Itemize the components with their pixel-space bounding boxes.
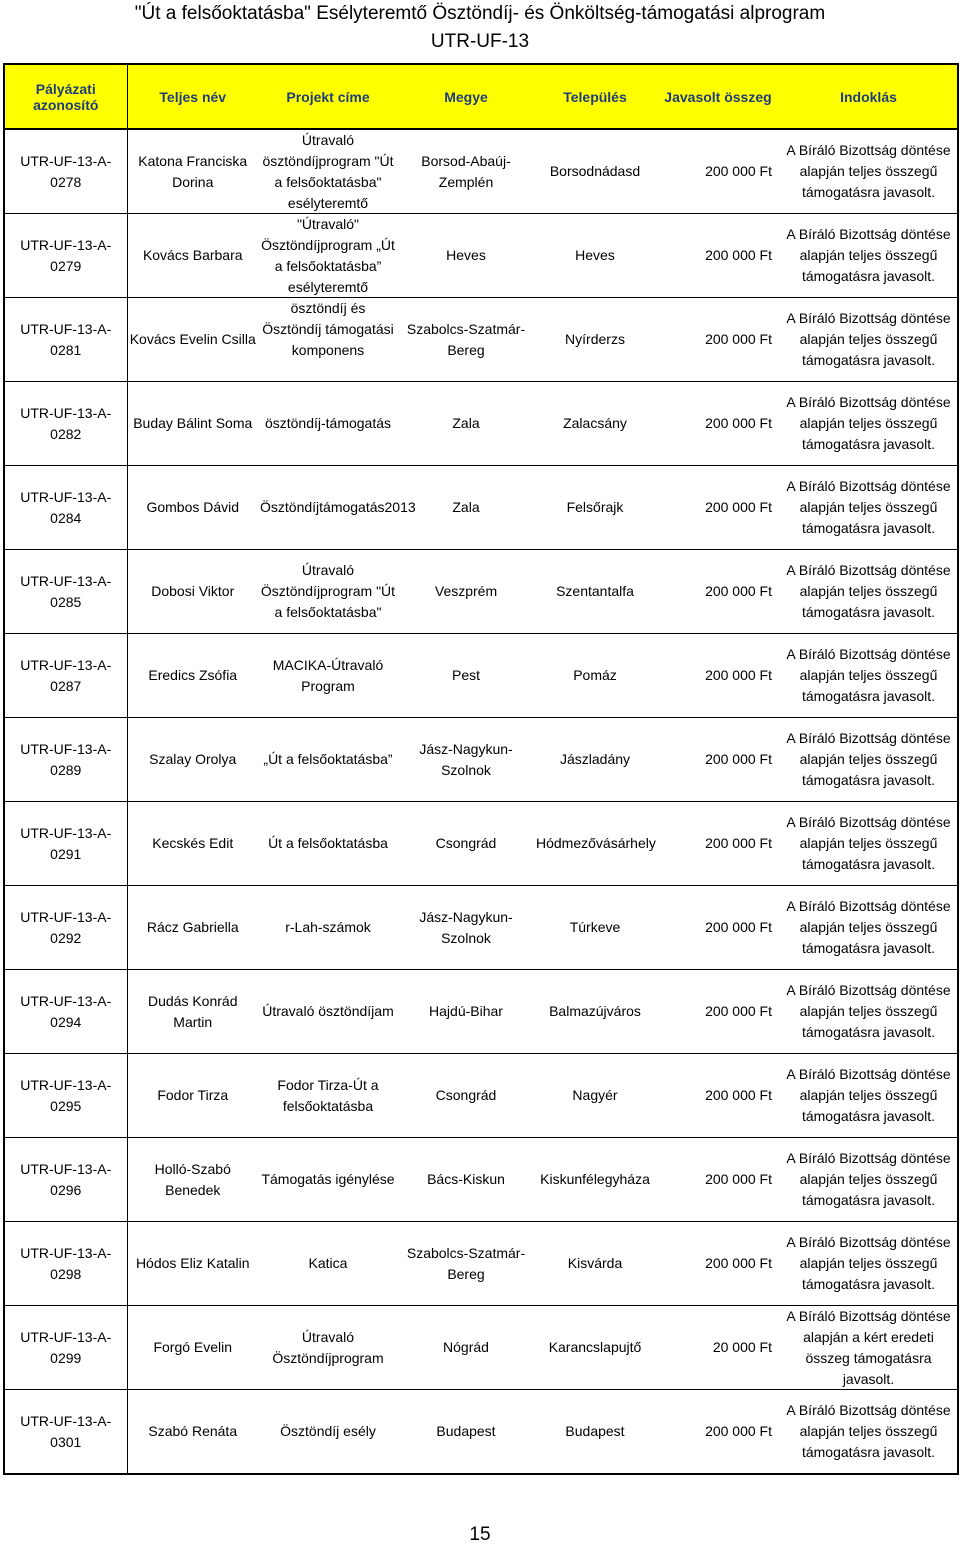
cell-project (258, 1390, 398, 1475)
cell-county-text: Budapest (436, 1423, 496, 1439)
cell-town (534, 718, 656, 802)
cell-id (4, 466, 127, 550)
cell-reason-text: A Bíráló Bizottság döntése alapján teljes összegű támogatásra javasolt. (786, 1066, 951, 1124)
table-row (4, 298, 958, 382)
cell-reason-text: A Bíráló Bizottság döntése alapján teljes összegű támogatásra javasolt. (786, 394, 951, 452)
cell-reason-text: A Bíráló Bizottság döntése alapján teljes összegű támogatásra javasolt. (786, 478, 951, 536)
cell-town-text: Felsőrajk (566, 499, 624, 515)
cell-id-text: UTR-UF-13-A-0299 (20, 1328, 112, 1366)
cell-name (127, 970, 258, 1054)
table-row (4, 1138, 958, 1222)
cell-amount-text: 200 000 Ft (705, 1087, 772, 1103)
cell-id-text: UTR-UF-13-A-0278 (20, 152, 112, 190)
cell-reason (780, 718, 958, 802)
cell-project (258, 214, 398, 316)
cell-project-text: Útravaló ösztöndíjam (262, 1003, 394, 1019)
header-id: Pályázati azonosító (4, 64, 127, 129)
cell-amount-text: 200 000 Ft (705, 1423, 772, 1439)
cell-town-text: Túrkeve (569, 919, 621, 935)
document-title: "Út a felsőoktatásba" Esélyteremtő Ösztöndíj- és Önköltség-támogatási alprogram (134, 3, 826, 24)
cell-county-text: Jász-Nagykun-Szolnok (419, 908, 513, 946)
cell-name (127, 129, 258, 214)
cell-amount-text: 200 000 Ft (705, 1255, 772, 1271)
cell-project-text: Út a felsőoktatásba (268, 835, 388, 851)
table-row (4, 1390, 958, 1475)
cell-reason (780, 214, 958, 298)
cell-town-text: Balmazújváros (549, 1003, 641, 1019)
cell-id (4, 298, 127, 382)
cell-county-text: Veszprém (434, 583, 498, 599)
cell-project-text: r-Lah-számok (285, 919, 371, 935)
cell-amount (656, 1138, 780, 1222)
table-row (4, 718, 958, 802)
cell-amount (656, 802, 780, 886)
cell-amount-text: 200 000 Ft (705, 247, 772, 263)
cell-name-text: Szalay Orolya (149, 751, 237, 767)
cell-town (534, 802, 656, 886)
cell-amount (656, 382, 780, 466)
cell-reason-text: A Bíráló Bizottság döntése alapján teljes összegű támogatásra javasolt. (786, 898, 951, 956)
table-row (4, 382, 958, 466)
cell-project-text: Ösztöndíj esély (280, 1423, 376, 1439)
cell-reason (780, 886, 958, 970)
cell-town-text: Zalacsány (563, 415, 627, 431)
cell-county-text: Bács-Kiskun (427, 1171, 505, 1187)
cell-name-text: Rácz Gabriella (146, 919, 239, 935)
cell-town (534, 1138, 656, 1222)
cell-county (398, 382, 534, 466)
cell-id (4, 718, 127, 802)
cell-reason (780, 550, 958, 634)
table-row (4, 970, 958, 1054)
cell-reason-text: A Bíráló Bizottság döntése alapján teljes összegű támogatásra javasolt. (786, 982, 951, 1040)
cell-county-text: Borsod-Abaúj-Zemplén (421, 152, 511, 190)
header-amount: Javasolt összeg (656, 64, 780, 129)
cell-id (4, 970, 127, 1054)
header-project: Projekt címe (258, 64, 398, 129)
cell-county (398, 634, 534, 718)
cell-town-text: Nyírderzs (565, 331, 625, 347)
cell-county (398, 214, 534, 298)
cell-project (258, 802, 398, 886)
cell-name (127, 214, 258, 298)
cell-amount (656, 970, 780, 1054)
cell-town (534, 1054, 656, 1138)
cell-county (398, 550, 534, 634)
cell-name (127, 382, 258, 466)
cell-amount (656, 718, 780, 802)
cell-project-text: Útravaló Ösztöndíjprogram "Út a felsőoktatásba" (260, 562, 396, 620)
cell-town-text: Heves (575, 247, 615, 263)
cell-county (398, 298, 534, 382)
cell-project (258, 550, 398, 634)
cell-county (398, 1054, 534, 1138)
cell-amount (656, 886, 780, 970)
cell-name (127, 1306, 258, 1390)
cell-project (258, 1138, 398, 1222)
cell-name (127, 1390, 258, 1475)
cell-county (398, 1390, 534, 1475)
cell-amount-text: 200 000 Ft (705, 583, 772, 599)
cell-amount-text: 200 000 Ft (705, 163, 772, 179)
cell-amount (656, 634, 780, 718)
header-county: Megye (398, 64, 534, 129)
cell-reason (780, 129, 958, 214)
cell-town-text: Kiskunfélegyháza (540, 1171, 650, 1187)
cell-county-text: Nógrád (443, 1339, 489, 1355)
table-row (4, 886, 958, 970)
cell-name (127, 1054, 258, 1138)
cell-amount-text: 200 000 Ft (705, 667, 772, 683)
cell-id (4, 1306, 127, 1390)
cell-town-text: Karancslapujtő (548, 1339, 642, 1355)
cell-id (4, 550, 127, 634)
cell-reason-text: A Bíráló Bizottság döntése alapján teljes összegű támogatásra javasolt. (786, 142, 951, 200)
cell-town-text: Nagyér (572, 1087, 618, 1103)
cell-id (4, 802, 127, 886)
cell-id (4, 634, 127, 718)
cell-id-text: UTR-UF-13-A-0281 (20, 320, 112, 358)
cell-town (534, 886, 656, 970)
header-town: Település (534, 64, 656, 129)
cell-project-text: Katica (308, 1255, 348, 1271)
table-row (4, 634, 958, 718)
cell-reason-text: A Bíráló Bizottság döntése alapján teljes összegű támogatásra javasolt. (786, 814, 951, 872)
cell-amount-text: 200 000 Ft (705, 835, 772, 851)
cell-id (4, 1054, 127, 1138)
cell-amount (656, 1054, 780, 1138)
cell-town (534, 1222, 656, 1306)
cell-county (398, 886, 534, 970)
cell-name (127, 634, 258, 718)
cell-id (4, 1222, 127, 1306)
cell-reason-text: A Bíráló Bizottság döntése alapján teljes összegű támogatásra javasolt. (786, 226, 951, 284)
cell-name (127, 1222, 258, 1306)
cell-reason (780, 466, 958, 550)
cell-county (398, 1222, 534, 1306)
cell-amount-text: 200 000 Ft (705, 1003, 772, 1019)
cell-reason (780, 1390, 958, 1475)
cell-amount (656, 550, 780, 634)
cell-town-text: Budapest (565, 1423, 625, 1439)
cell-project-text: Támogatás igénylése (261, 1171, 395, 1187)
cell-county-text: Csongrád (435, 1087, 497, 1103)
cell-project-text: Ösztöndíjtámogatás2013 (260, 499, 416, 515)
cell-project (258, 466, 416, 550)
cell-reason (780, 1138, 958, 1222)
cell-town (534, 298, 656, 382)
results-table (3, 63, 959, 1475)
cell-amount-text: 200 000 Ft (705, 331, 772, 347)
cell-amount (656, 1390, 780, 1475)
cell-reason (780, 298, 958, 382)
table-row (4, 466, 958, 550)
cell-name-text: Kecskés Edit (152, 835, 234, 851)
cell-reason-text: A Bíráló Bizottság döntése alapján teljes összegű támogatásra javasolt. (786, 310, 951, 368)
document-subtitle: UTR-UF-13 (430, 31, 530, 52)
cell-id-text: UTR-UF-13-A-0295 (20, 1076, 112, 1114)
cell-amount (656, 129, 780, 214)
cell-county-text: Pest (451, 667, 480, 683)
cell-county (398, 1306, 534, 1390)
cell-county (398, 970, 534, 1054)
cell-name (127, 718, 258, 802)
cell-amount (656, 298, 780, 382)
table-row (4, 1306, 958, 1390)
cell-county (398, 718, 534, 802)
cell-id-text: UTR-UF-13-A-0296 (20, 1160, 112, 1198)
cell-county-text: Szabolcs-Szatmár-Bereg (406, 320, 526, 358)
cell-town (534, 1306, 656, 1390)
cell-reason-text: A Bíráló Bizottság döntése alapján teljes összegű támogatásra javasolt. (786, 562, 951, 620)
cell-amount (656, 466, 780, 550)
cell-amount-text: 200 000 Ft (705, 751, 772, 767)
cell-name-text: Dudás Konrád Martin (147, 992, 238, 1030)
cell-reason-text: A Bíráló Bizottság döntése alapján teljes összegű támogatásra javasolt. (786, 730, 951, 788)
cell-county-text: Szabolcs-Szatmár-Bereg (406, 1244, 526, 1282)
cell-name-text: Dobosi Viktor (151, 583, 235, 599)
cell-town-text: Pomáz (573, 667, 617, 683)
cell-county-text: Csongrád (435, 835, 497, 851)
cell-id-text: UTR-UF-13-A-0291 (20, 824, 112, 862)
cell-id (4, 1390, 127, 1475)
cell-reason-text: A Bíráló Bizottság döntése alapján teljes összegű támogatásra javasolt. (786, 1150, 951, 1208)
cell-project-text: MACIKA-Útravaló Program (272, 656, 384, 694)
cell-name-text: Kovács Barbara (142, 247, 243, 263)
cell-town (534, 970, 656, 1054)
table-row (4, 550, 958, 634)
header-reason: Indoklás (780, 64, 958, 129)
cell-county (398, 1138, 534, 1222)
cell-project-text: Útravaló ösztöndíjprogram "Út a felsőoktatásba" esélyteremtő (262, 132, 394, 211)
cell-id (4, 886, 127, 970)
table-row (4, 129, 958, 214)
cell-name (127, 1138, 258, 1222)
page-number: 15 (469, 1524, 491, 1545)
cell-reason (780, 382, 958, 466)
cell-town-text: Jászladány (559, 751, 631, 767)
cell-id-text: UTR-UF-13-A-0289 (20, 740, 112, 778)
cell-town (534, 382, 656, 466)
cell-reason (780, 1222, 958, 1306)
table-row (4, 802, 958, 886)
cell-amount (656, 1306, 780, 1390)
cell-name-text: Fodor Tirza (157, 1087, 229, 1103)
cell-county (398, 466, 534, 550)
cell-name-text: Kovács Evelin Csilla (129, 331, 256, 347)
cell-county-text: Jász-Nagykun-Szolnok (419, 740, 513, 778)
cell-county (398, 802, 534, 886)
cell-reason (780, 1054, 958, 1138)
cell-project-text: Ösztöndíj támogatási komponens (262, 320, 394, 358)
cell-name-text: Gombos Dávid (146, 499, 240, 515)
cell-project-text: „Út a felsőoktatásba” (263, 751, 393, 767)
cell-town (534, 129, 656, 214)
cell-id (4, 382, 127, 466)
cell-amount-text: 200 000 Ft (705, 919, 772, 935)
cell-amount-text: 200 000 Ft (705, 415, 772, 431)
cell-project (258, 1222, 398, 1306)
cell-id (4, 1138, 127, 1222)
cell-id-text: UTR-UF-13-A-0287 (20, 656, 112, 694)
cell-town-text: Borsodnádasd (549, 163, 641, 179)
cell-name-text: Eredics Zsófia (148, 667, 238, 683)
cell-name (127, 466, 258, 550)
cell-id-text: UTR-UF-13-A-0285 (20, 572, 112, 610)
cell-county (398, 129, 534, 214)
cell-project (258, 1054, 398, 1138)
table-row (4, 1222, 958, 1306)
cell-county-text: Zala (452, 415, 480, 431)
cell-id-text: UTR-UF-13-A-0294 (20, 992, 112, 1030)
cell-reason (780, 1306, 958, 1390)
cell-name-text: Hódos Eliz Katalin (135, 1255, 250, 1271)
cell-name-text: Katona Franciska Dorina (138, 152, 248, 190)
cell-id-text: UTR-UF-13-A-0279 (20, 236, 112, 274)
cell-name (127, 802, 258, 886)
cell-project (258, 634, 398, 718)
table-row (4, 214, 958, 298)
cell-project (258, 1306, 398, 1390)
header-name: Teljes név (127, 64, 258, 129)
cell-county-text: Zala (452, 499, 480, 515)
cell-project-text: Útravaló Ösztöndíjprogram (272, 1328, 384, 1366)
cell-name (127, 550, 258, 634)
cell-id-text: UTR-UF-13-A-0282 (20, 404, 112, 442)
cell-id-text: UTR-UF-13-A-0284 (20, 488, 112, 526)
cell-reason-text: A Bíráló Bizottság döntése alapján a kért eredeti összeg támogatásra javasolt. (786, 1308, 951, 1387)
cell-project (258, 886, 398, 970)
table-row (4, 1054, 958, 1138)
cell-reason (780, 970, 958, 1054)
cell-reason (780, 634, 958, 718)
cell-project (258, 382, 398, 466)
cell-id-text: UTR-UF-13-A-0298 (20, 1244, 112, 1282)
cell-project-text: Fodor Tirza-Út a felsőoktatásba (277, 1076, 379, 1114)
cell-reason-text: A Bíráló Bizottság döntése alapján teljes összegű támogatásra javasolt. (786, 1234, 951, 1292)
cell-amount (656, 1222, 780, 1306)
cell-project (258, 970, 398, 1054)
cell-amount-text: 200 000 Ft (705, 1171, 772, 1187)
cell-amount-text: 20 000 Ft (712, 1339, 772, 1355)
cell-town-text: Hódmezővásárhely (536, 835, 656, 851)
cell-id-text: UTR-UF-13-A-0292 (20, 908, 112, 946)
cell-town (534, 214, 656, 298)
cell-id (4, 129, 127, 214)
cell-town (534, 466, 656, 550)
cell-county-text: Hajdú-Bihar (429, 1003, 503, 1019)
cell-reason-text: A Bíráló Bizottság döntése alapján teljes összegű támogatásra javasolt. (786, 646, 951, 704)
cell-name (127, 886, 258, 970)
cell-name (127, 298, 258, 382)
cell-reason-text: A Bíráló Bizottság döntése alapján teljes összegű támogatásra javasolt. (786, 1402, 951, 1460)
table-header-row (4, 64, 958, 129)
cell-town (534, 1390, 656, 1475)
cell-name-text: Buday Bálint Soma (133, 415, 253, 431)
cell-town-text: Szentantalfa (556, 583, 634, 599)
cell-county-text: Heves (446, 247, 486, 263)
cell-reason (780, 802, 958, 886)
cell-project (258, 129, 398, 214)
cell-town (534, 550, 656, 634)
cell-id-text: UTR-UF-13-A-0301 (20, 1412, 112, 1450)
cell-name-text: Forgó Evelin (153, 1339, 233, 1355)
cell-name-text: Szabó Renáta (148, 1423, 238, 1439)
cell-project (258, 718, 398, 802)
cell-amount-text: 200 000 Ft (705, 499, 772, 515)
cell-project-text: ösztöndíj-támogatás (264, 415, 392, 431)
cell-project-text: "Útravaló" Ösztöndíjprogram „Út a felsőoktatásba” esélyteremtő ösztöndíj és (261, 216, 395, 316)
cell-town (534, 634, 656, 718)
cell-id (4, 214, 127, 298)
cell-name-text: Holló-Szabó Benedek (154, 1160, 231, 1198)
cell-amount (656, 214, 780, 298)
cell-town-text: Kisvárda (567, 1255, 623, 1271)
